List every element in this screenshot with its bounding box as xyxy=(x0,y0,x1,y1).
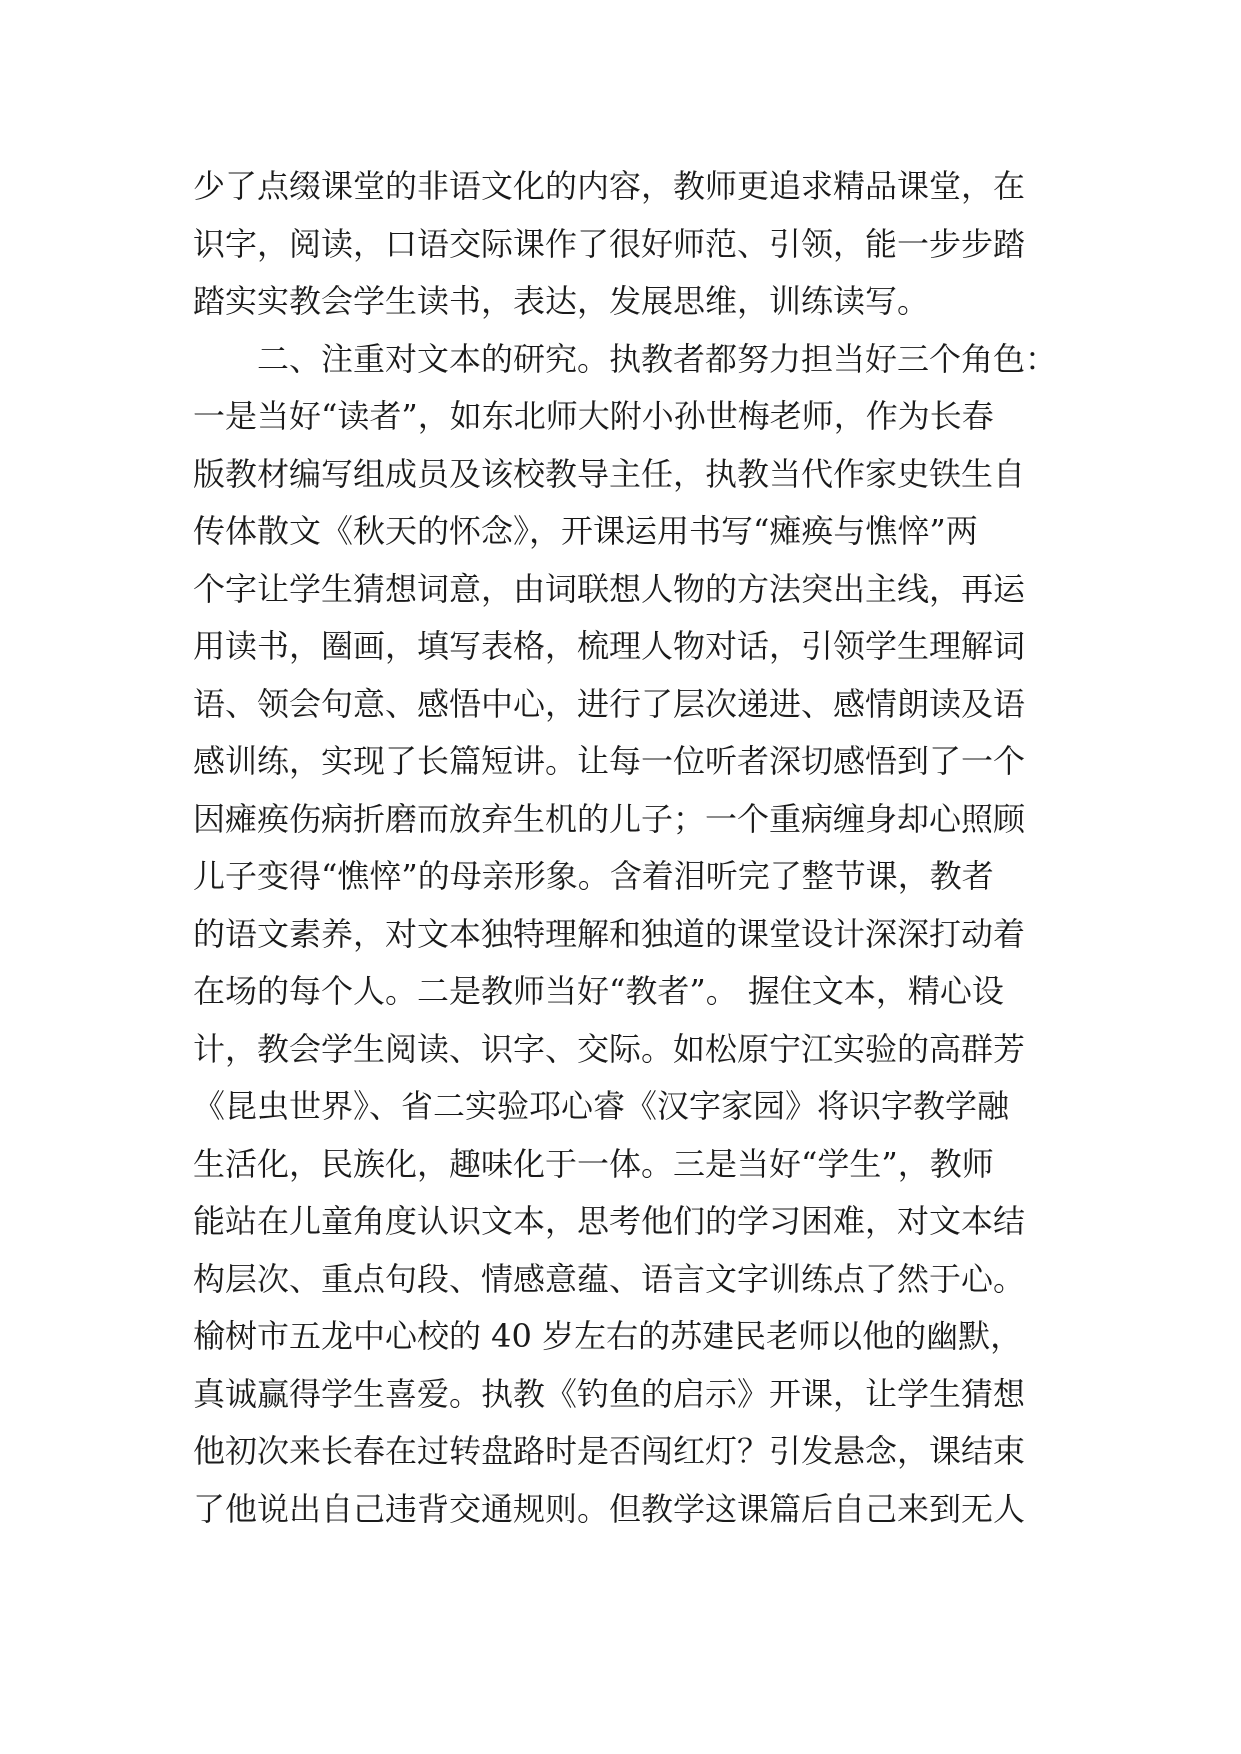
text-line: 儿子变得“憔悴”的母亲形象。含着泪听完了整节课，教者 xyxy=(193,857,994,895)
text-line: 真诚赢得学生喜爱。执教《钓鱼的启示》开课，让学生猜想 xyxy=(193,1374,1026,1413)
text-line: 榆树市五龙中心校的 40 岁左右的苏建民老师以他的幽默， xyxy=(193,1317,1023,1355)
text-line: 在场的每个人。二是教师当好“教者”。 握住文本，精心设 xyxy=(193,972,1004,1010)
body-text xyxy=(193,158,1073,1538)
text-line: 计，教会学生阅读、识字、交际。如松原宁江实验的高群芳 xyxy=(193,1029,1026,1068)
text-line: 一是当好“读者”，如东北师大附小孙世梅老师，作为长春 xyxy=(193,397,994,435)
text-line: 语、领会句意、感悟中心，进行了层次递进、感情朗读及语 xyxy=(193,684,1026,723)
text-line: 他初次来长春在过转盘路时是否闯红灯？引发悬念，课结束 xyxy=(193,1432,1026,1470)
text-line: 感训练，实现了长篇短讲。让每一位听者深切感悟到了一个 xyxy=(193,742,1026,780)
text-line: 的语文素养，对文本独特理解和独道的课堂设计深深打动着 xyxy=(193,914,1026,953)
text-line: 用读书，圈画，填写表格，梳理人物对话，引领学生理解词 xyxy=(193,627,1026,665)
text-line: 二、注重对文本的研究。执教者都努力担当好三个角色： xyxy=(193,339,1058,378)
text-line: 生活化，民族化，趣味化于一体。三是当好“学生”，教师 xyxy=(193,1144,994,1183)
text-line: 踏实实教会学生读书，表达，发展思维，训练读写。 xyxy=(193,282,930,320)
text-line: 版教材编写组成员及该校教导主任，执教当代作家史铁生自 xyxy=(193,454,1026,493)
text-line: 少了点缀课堂的非语文化的内容，教师更追求精品课堂，在 xyxy=(193,167,1026,205)
text-line: 构层次、重点句段、情感意蕴、语言文字训练点了然于心。 xyxy=(193,1259,1026,1298)
text-line: 因瘫痪伤病折磨而放弃生机的儿子；一个重病缠身却心照顾 xyxy=(193,799,1026,838)
text-line: 了他说出自己违背交通规则。但教学这课篇后自己来到无人 xyxy=(193,1489,1026,1528)
text-line: 《昆虫世界》、省二实验邛心睿《汉字家园》将识字教学融 xyxy=(193,1087,1010,1125)
text-line: 个字让学生猜想词意，由词联想人物的方法突出主线，再运 xyxy=(193,569,1026,608)
text-line: 传体散文《秋天的怀念》，开课运用书写“瘫痪与憔悴”两 xyxy=(193,512,978,550)
text-line: 识字，阅读，口语交际课作了很好师范、引领，能一步步踏 xyxy=(193,224,1026,263)
text-line: 能站在儿童角度认识文本，思考他们的学习困难，对文本结 xyxy=(193,1202,1026,1240)
